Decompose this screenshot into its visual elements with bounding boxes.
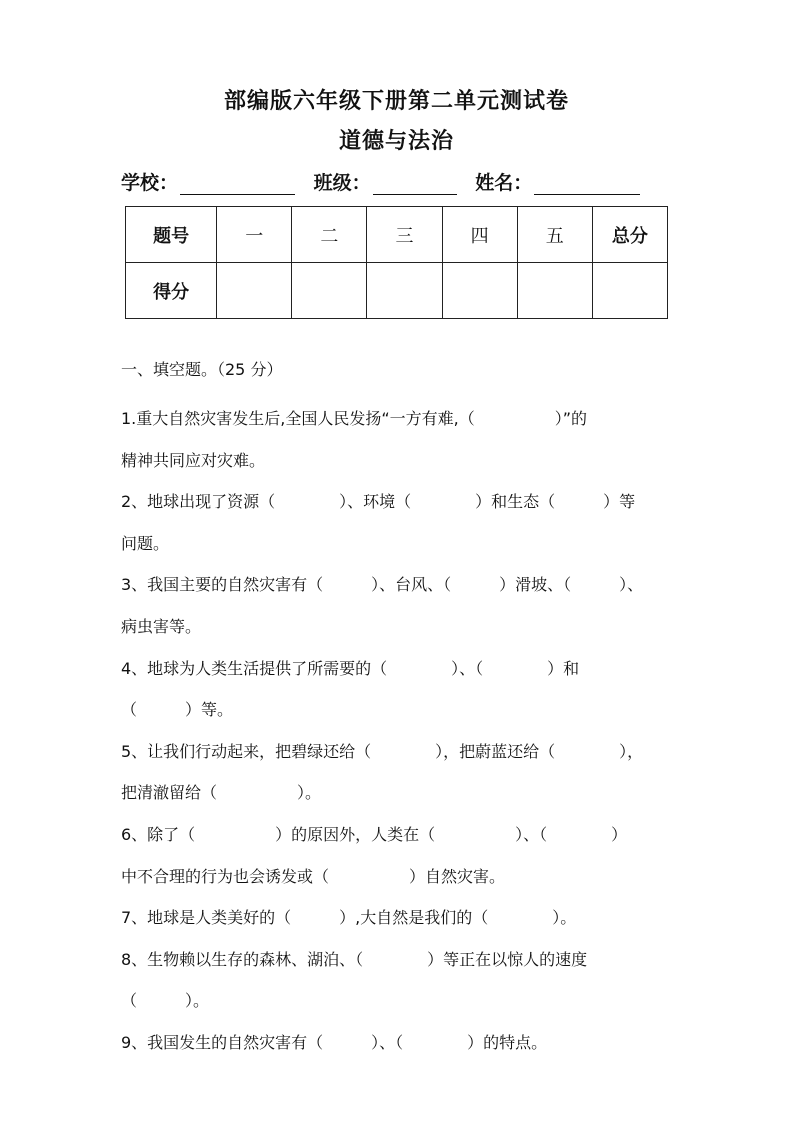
name-label: 姓名：: [475, 172, 533, 194]
question-2-line-1: 2、地球出现了资源（ ）、环境（ ）和生态（ ）等: [121, 492, 636, 512]
part-5-header: 五: [517, 207, 592, 263]
question-list: [121, 398, 681, 1064]
question-9: 9、我国发生的自然灾害有（ ）、（ ）的特点。: [121, 1032, 548, 1052]
score-value-row: [126, 263, 668, 319]
score-cell-4[interactable]: [442, 263, 517, 319]
question-5-line-1: 5、让我们行动起来，把碧绿还给（ ），把蔚蓝还给（ ），: [121, 741, 644, 761]
question-3-line-2: 病虫害等。: [121, 616, 202, 636]
question-8-line-2: （ ）。: [121, 991, 210, 1011]
part-3-header: 三: [367, 207, 442, 263]
school-label: 学校：: [121, 172, 179, 194]
question-8-line-1: 8、生物赖以生存的森林、湖泊、（ ）等正在以惊人的速度: [121, 949, 588, 969]
part-1-header: 一: [217, 207, 292, 263]
question-4-line-1: 4、地球为人类生活提供了所需要的（ ）、（ ）和: [121, 658, 580, 678]
subject-title: 道德与法治: [338, 129, 454, 154]
section-heading: 一、填空题。（25 分）: [121, 360, 283, 379]
question-4-line-2: （ ）等。: [121, 700, 234, 720]
question-6-line-1: 6、除了（ ）的原因外，人类在（ ）、（ ）: [121, 824, 628, 844]
class-field[interactable]: [373, 176, 457, 195]
school-field[interactable]: [180, 176, 295, 195]
score-cell-5[interactable]: [517, 263, 592, 319]
score-label: 得分: [126, 263, 217, 319]
score-cell-1[interactable]: [217, 263, 292, 319]
score-header-row: [126, 207, 668, 263]
question-3-line-1: 3、我国主要的自然灾害有（ ）、台风、（ ）滑坡、（ ）、: [121, 575, 644, 595]
part-4-header: 四: [442, 207, 517, 263]
question-1-line-2: 精神共同应对灾难。: [121, 450, 266, 470]
question-2-line-2: 问题。: [121, 533, 170, 553]
part-2-header: 二: [292, 207, 367, 263]
question-5-line-2: 把清澈留给（ ）。: [121, 783, 322, 803]
exam-title: 部编版六年级下册第二单元测试卷: [223, 89, 569, 114]
score-cell-total[interactable]: [592, 263, 667, 319]
student-info-row: [121, 168, 681, 195]
score-cell-2[interactable]: [292, 263, 367, 319]
question-7: 7、地球是人类美好的（ ）,大自然是我们的（ ）。: [121, 908, 577, 928]
score-table: [125, 206, 668, 319]
class-label: 班级：: [313, 172, 371, 194]
question-1-line-1: 1.重大自然灾害发生后,全国人民发扬“一方有难,（ ）”的: [121, 409, 588, 428]
question-6-line-2: 中不合理的行为也会诱发或（ ）自然灾害。: [121, 866, 506, 886]
total-score-header: 总分: [592, 207, 667, 263]
score-cell-3[interactable]: [367, 263, 442, 319]
question-number-header: 题号: [126, 207, 217, 263]
name-field[interactable]: [534, 176, 640, 195]
